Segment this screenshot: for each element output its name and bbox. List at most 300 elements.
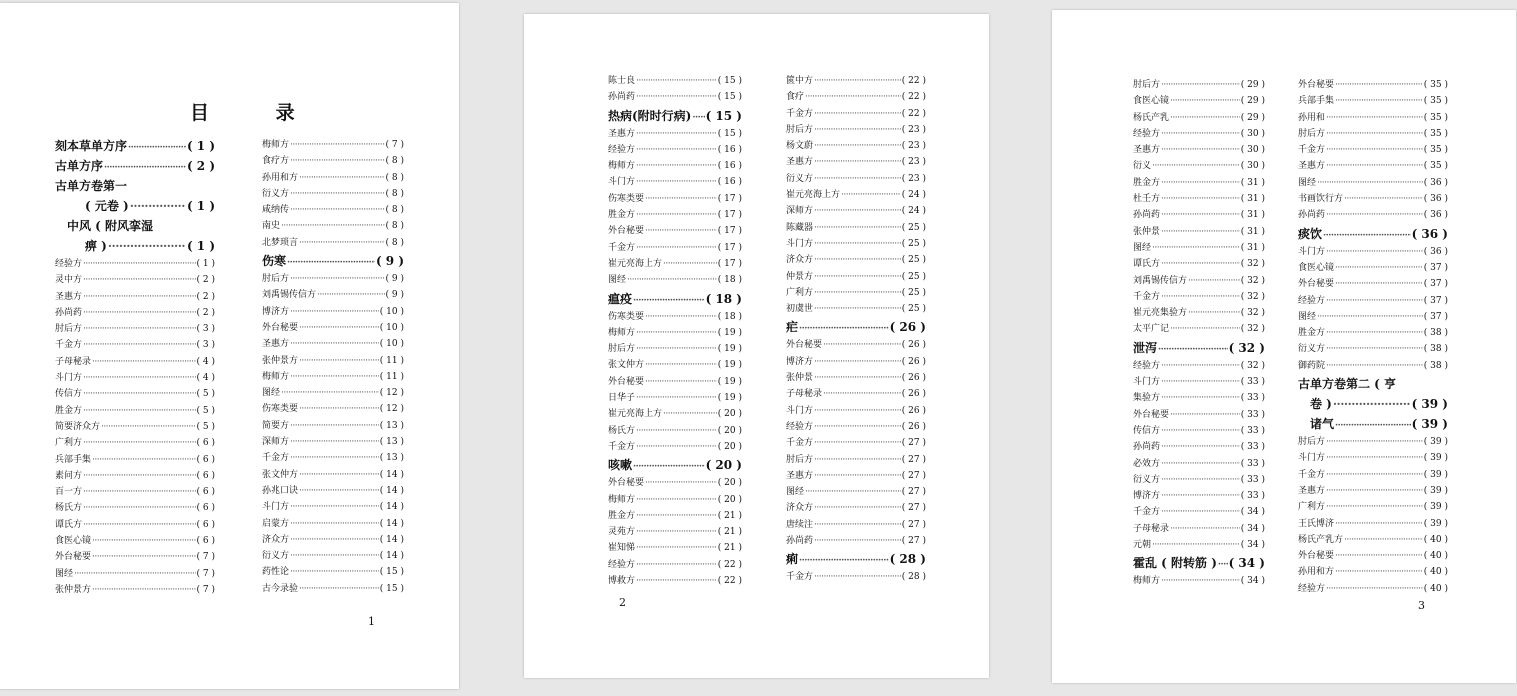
toc-entry-page: ( 5 ) (196, 389, 215, 400)
toc-entry-page: ( 6 ) (196, 536, 215, 547)
toc-entry (1133, 456, 1265, 472)
toc-entry-name: 衍义方 (262, 551, 290, 562)
toc-entry-name: 图经 (786, 487, 805, 498)
toc-entry (786, 73, 926, 89)
toc-entry (262, 401, 404, 417)
toc-entry (1133, 521, 1265, 537)
toc-entry-page: ( 7 ) (196, 552, 215, 563)
toc-entry (786, 452, 926, 468)
toc-entry-page: ( 28 ) (889, 552, 926, 567)
dot-leader (1218, 555, 1228, 573)
toc-entry-name: 孙尚药 (1133, 210, 1161, 221)
toc-entry-page: ( 27 ) (901, 503, 926, 514)
toc-entry-page: ( 34 ) (1240, 576, 1265, 587)
toc-entry-page: ( 17 ) (717, 258, 742, 269)
toc-entry-name: 北梦琐言 (262, 237, 299, 248)
toc-entry-name: 肘后方 (608, 344, 636, 355)
toc-entry-name: 太平广记 (1133, 324, 1170, 335)
toc-entry (786, 337, 926, 353)
toc-entry (786, 370, 926, 386)
toc-entry-page: ( 32 ) (1240, 275, 1265, 286)
toc-column (55, 136, 215, 598)
toc-entry-page: ( 24 ) (901, 190, 926, 201)
toc-entry-page: ( 14 ) (379, 502, 404, 513)
toc-entry-page: ( 31 ) (1240, 226, 1265, 237)
dot-leader (814, 533, 901, 549)
toc-entry-name: 传信方 (55, 389, 83, 400)
toc-entry (1133, 289, 1265, 305)
dot-leader (101, 419, 196, 435)
toc-entry (1298, 499, 1448, 515)
toc-entry-page: ( 17 ) (717, 226, 742, 237)
toc-entry-page: ( 37 ) (1423, 311, 1448, 322)
toc-entry (608, 73, 742, 89)
toc-entry-page: ( 4 ) (196, 373, 215, 384)
dot-leader (1170, 93, 1240, 109)
toc-entry (608, 174, 742, 190)
dot-leader (636, 524, 717, 540)
toc-entry-page: ( 25 ) (901, 222, 926, 233)
dot-leader (814, 569, 901, 585)
dot-leader (1161, 439, 1240, 455)
dot-leader (74, 566, 196, 582)
toc-entry-page: ( 29 ) (1240, 80, 1265, 90)
toc-entry (1298, 532, 1448, 548)
toc-entry (608, 439, 742, 455)
toc-entry (262, 287, 404, 303)
toc-entry (1133, 488, 1265, 504)
toc-entry (1133, 77, 1265, 93)
toc-entry-name: 千金方 (55, 340, 83, 351)
toc-entry-name: 杨氏产乳方 (1298, 534, 1344, 545)
toc-entry-page: ( 26 ) (901, 405, 926, 416)
toc-entry-name: 肘后方 (55, 324, 83, 335)
toc-entry-page: ( 7 ) (196, 568, 215, 579)
dot-leader (645, 223, 717, 239)
toc-entry-page: ( 40 ) (1423, 551, 1448, 562)
toc-entry-page: ( 22 ) (901, 108, 926, 119)
dot-leader (636, 325, 717, 341)
toc-entry (1298, 276, 1448, 292)
dot-leader (83, 435, 196, 451)
dot-leader (814, 106, 901, 122)
dot-leader (290, 499, 379, 515)
toc-entry-name: 张仲景方 (262, 355, 299, 366)
toc-entry-page: ( 3 ) (196, 324, 215, 335)
toc-entry-name: 千金方 (608, 441, 636, 452)
toc-entry (262, 467, 404, 483)
dot-leader (1326, 581, 1423, 597)
toc-entry-page: ( 32 ) (1228, 340, 1265, 355)
dot-leader (1161, 390, 1240, 406)
dot-leader (1161, 504, 1240, 520)
dot-leader (317, 287, 385, 303)
toc-entry (1133, 305, 1265, 321)
toc-entry-page: ( 6 ) (196, 470, 215, 481)
toc-entry (55, 403, 215, 419)
dot-leader (805, 89, 901, 105)
dot-leader (290, 137, 385, 153)
dot-leader (823, 337, 901, 353)
dot-leader (83, 500, 196, 516)
toc-entry (786, 419, 926, 435)
toc-entry (262, 499, 404, 515)
toc-entry-page: ( 32 ) (1240, 259, 1265, 270)
toc-entry-name: 圣惠方 (262, 339, 290, 350)
toc-entry-name: 圣惠方 (786, 470, 814, 481)
toc-entry-name: 斗门方 (262, 502, 290, 513)
dot-leader (1161, 126, 1240, 142)
toc-entry-name: 传信方 (1133, 425, 1161, 436)
toc-entry-page: ( 27 ) (901, 536, 926, 547)
toc-entry-page: ( 23 ) (901, 141, 926, 152)
toc-entry (1298, 260, 1448, 276)
toc-entry-name: 咸纳传 (262, 205, 290, 216)
toc-entry (786, 236, 926, 252)
toc-entry (608, 158, 742, 174)
toc-entry-page: ( 26 ) (901, 356, 926, 367)
toc-entry-page: ( 14 ) (379, 551, 404, 562)
toc-entry-page: ( 37 ) (1423, 262, 1448, 273)
toc-entry (786, 269, 926, 285)
dot-leader (636, 573, 717, 589)
toc-entry-page: ( 22 ) (717, 576, 742, 587)
dot-leader (814, 354, 901, 370)
toc-entry (786, 171, 926, 187)
toc-entry (786, 138, 926, 154)
toc-entry (55, 500, 215, 516)
dot-leader (1161, 224, 1240, 240)
toc-entry-page: ( 36 ) (1423, 177, 1448, 188)
toc-column (786, 73, 926, 586)
toc-entry (1298, 358, 1448, 374)
toc-entry-name: 杨氏产乳 (1133, 112, 1170, 123)
dot-leader (281, 218, 385, 234)
toc-entry-name: 外台秘要 (55, 552, 92, 563)
dot-leader (636, 89, 717, 105)
toc-entry-name: 衍义方 (786, 173, 814, 184)
dot-leader (83, 484, 196, 500)
toc-entry-page: ( 25 ) (901, 255, 926, 266)
toc-entry-name: 崔元亮海上方 (608, 258, 663, 269)
toc-entry-page: ( 2 ) (196, 275, 215, 286)
toc-entry-page: ( 39 ) (1423, 502, 1448, 513)
toc-heading (1298, 374, 1448, 394)
toc-entry-page: ( 36 ) (1423, 194, 1448, 205)
toc-title: 目 录 (190, 102, 325, 124)
toc-entry-name: 千金方 (786, 108, 814, 119)
toc-entry (1298, 158, 1448, 174)
toc-entry-page: ( 16 ) (717, 177, 742, 188)
toc-entry-page: ( 38 ) (1423, 328, 1448, 339)
toc-entry-page: ( 20 ) (717, 441, 742, 452)
dot-leader (290, 548, 379, 564)
toc-entry-name: 唐续注 (786, 519, 814, 530)
toc-entry-name: 广利方 (786, 287, 814, 298)
toc-entry-name: 御药院 (1298, 360, 1326, 371)
toc-entry-name: 斗门方 (608, 177, 636, 188)
toc-entry-page: ( 5 ) (196, 421, 215, 432)
toc-entry-name: 食医心镜 (1133, 96, 1170, 107)
toc-entry (786, 301, 926, 317)
toc-entry-page: ( 18 ) (717, 275, 742, 286)
toc-entry-page: ( 19 ) (717, 393, 742, 404)
toc-entry-page: ( 10 ) (379, 322, 404, 333)
dot-leader (1317, 175, 1423, 191)
toc-entry (608, 142, 742, 158)
toc-entry-page: ( 29 ) (1240, 112, 1265, 123)
dot-leader (1326, 142, 1423, 158)
toc-entry-name: 深师方 (786, 206, 814, 217)
dot-leader (128, 138, 186, 156)
toc-section (1298, 224, 1448, 244)
toc-entry-page: ( 13 ) (379, 437, 404, 448)
toc-entry-name: 书画饮行方 (1298, 194, 1344, 205)
dot-leader (1326, 499, 1423, 515)
toc-column (1133, 77, 1265, 590)
toc-entry-page: ( 6 ) (196, 438, 215, 449)
toc-entry-page: ( 19 ) (717, 360, 742, 371)
toc-entry (786, 252, 926, 268)
toc-entry (1298, 93, 1448, 109)
toc-entry (1133, 158, 1265, 174)
dot-leader (645, 374, 717, 390)
dot-leader (1161, 77, 1240, 93)
dot-leader (1161, 573, 1240, 589)
toc-entry (1133, 472, 1265, 488)
toc-entry-name: 千金方 (786, 438, 814, 449)
toc-entry-page: ( 27 ) (901, 519, 926, 530)
toc-entry (262, 434, 404, 450)
toc-entry-page: ( 1 ) (186, 239, 215, 253)
dot-leader (814, 236, 901, 252)
dot-leader (1335, 260, 1423, 276)
toc-entry-name: 子母秘录 (786, 389, 823, 400)
toc-entry-page: ( 13 ) (379, 420, 404, 431)
toc-entry (262, 353, 404, 369)
dot-leader (799, 319, 889, 337)
toc-entry-name: 梅师方 (608, 161, 636, 172)
dot-leader (633, 457, 705, 475)
toc-entry-page: ( 15 ) (717, 76, 742, 86)
toc-entry-page: ( 39 ) (1423, 437, 1448, 448)
toc-entry-name: 伤寒类要 (608, 311, 645, 322)
dot-leader (130, 196, 186, 216)
toc-entry-page: ( 8 ) (385, 221, 404, 232)
toc-entry (786, 468, 926, 484)
dot-leader (290, 450, 379, 466)
dot-leader (814, 500, 901, 516)
dot-leader (1188, 305, 1240, 321)
toc-entry-name: 广利方 (55, 438, 83, 449)
toc-entry (262, 581, 404, 597)
dot-leader (83, 403, 196, 419)
dot-leader (814, 269, 901, 285)
dot-leader (636, 439, 717, 455)
toc-entry-name: 伤寒 (262, 254, 287, 269)
toc-entry-page: ( 25 ) (901, 287, 926, 298)
dot-leader (1335, 77, 1423, 93)
dot-leader (814, 285, 901, 301)
toc-entry-name: 古单方卷第二 ( 亨 (1298, 377, 1397, 392)
dot-leader (814, 122, 901, 138)
toc-entry-name: 胜金方 (608, 510, 636, 521)
toc-entry-name: 陈藏器 (786, 222, 814, 233)
toc-entry (786, 220, 926, 236)
toc-entry (262, 483, 404, 499)
toc-entry-page: ( 8 ) (385, 188, 404, 199)
dot-leader (1335, 548, 1423, 564)
page-number: 1 (368, 615, 375, 628)
toc-entry-page: ( 19 ) (717, 376, 742, 387)
toc-entry-name: 济众方 (786, 503, 814, 514)
toc-entry-page: ( 9 ) (385, 274, 404, 285)
toc-entry-name: 斗门方 (786, 405, 814, 416)
toc-entry-page: ( 39 ) (1423, 485, 1448, 496)
toc-entry (1298, 244, 1448, 260)
toc-entry (1133, 93, 1265, 109)
toc-entry-page: ( 31 ) (1240, 177, 1265, 188)
dot-leader (814, 154, 901, 170)
toc-entry-name: 斗门方 (786, 238, 814, 249)
dot-leader (636, 423, 717, 439)
dot-leader (290, 336, 379, 352)
toc-entry (786, 500, 926, 516)
toc-entry-name: 孙用和方 (1298, 567, 1335, 578)
toc-entry-name: 外台秘要 (1133, 409, 1170, 420)
toc-entry (786, 533, 926, 549)
toc-section (608, 455, 742, 475)
toc-entry-name: 经验方 (608, 559, 636, 570)
toc-entry (55, 272, 215, 288)
toc-entry-name: 张文仲方 (262, 469, 299, 480)
toc-entry-name: 肘后方 (786, 454, 814, 465)
dot-leader (1161, 374, 1240, 390)
dot-leader (814, 203, 901, 219)
toc-entry-name: 梅师方 (608, 327, 636, 338)
toc-entry-name: 外台秘要 (608, 226, 645, 237)
toc-entry-page: ( 13 ) (379, 453, 404, 464)
toc-entry-page: ( 3 ) (196, 340, 215, 351)
document-page-3 (1052, 10, 1516, 683)
dot-leader (636, 492, 717, 508)
toc-entry-page: ( 2 ) (186, 159, 215, 173)
dot-leader (1326, 483, 1423, 499)
toc-entry-page: ( 25 ) (901, 238, 926, 249)
toc-entry-name: 胜金方 (1298, 328, 1326, 339)
toc-entry (608, 524, 742, 540)
dot-leader (823, 386, 901, 402)
dot-leader (299, 320, 379, 336)
toc-entry-page: ( 14 ) (379, 534, 404, 545)
toc-entry (262, 235, 404, 251)
toc-entry (1133, 126, 1265, 142)
dot-leader (83, 468, 196, 484)
toc-entry-page: ( 37 ) (1423, 279, 1448, 290)
toc-entry-name: 集验方 (1133, 393, 1161, 404)
toc-entry (786, 89, 926, 105)
toc-entry (608, 240, 742, 256)
toc-entry-page: ( 23 ) (901, 157, 926, 168)
dot-leader (1326, 244, 1423, 260)
toc-entry (262, 218, 404, 234)
dot-leader (1161, 456, 1240, 472)
toc-entry-name: 深师方 (262, 437, 290, 448)
toc-entry-page: ( 16 ) (717, 161, 742, 172)
toc-section (1133, 553, 1265, 573)
toc-entry (1133, 504, 1265, 520)
dot-leader (1161, 472, 1240, 488)
toc-entry-page: ( 15 ) (379, 567, 404, 578)
toc-entry (786, 122, 926, 138)
toc-entry-name: 圣惠方 (608, 128, 636, 139)
toc-entry-page: ( 40 ) (1423, 567, 1448, 578)
toc-entry-page: ( 17 ) (717, 193, 742, 204)
toc-entry-page: ( 40 ) (1423, 534, 1448, 545)
dot-leader (633, 291, 705, 309)
toc-entry-name: 圣惠方 (55, 291, 83, 302)
toc-entry (786, 187, 926, 203)
toc-entry (262, 320, 404, 336)
toc-entry-name: 张仲景 (786, 373, 814, 384)
toc-entry-name: 孙尚药 (608, 92, 636, 103)
toc-entry (1133, 224, 1265, 240)
toc-section (786, 317, 926, 337)
toc-entry-page: ( 36 ) (1423, 210, 1448, 221)
toc-entry-name: 素问方 (55, 470, 83, 481)
dot-leader (645, 475, 717, 491)
toc-entry-page: ( 26 ) (901, 421, 926, 432)
toc-entry (262, 336, 404, 352)
toc-entry-name: 千金方 (1298, 469, 1326, 480)
dot-leader (636, 341, 717, 357)
dot-leader (83, 272, 196, 288)
toc-entry-name: 食疗 (786, 92, 805, 103)
toc-entry-page: ( 18 ) (717, 311, 742, 322)
toc-entry (608, 374, 742, 390)
toc-entry-page: ( 27 ) (901, 487, 926, 498)
toc-entry (608, 557, 742, 573)
toc-entry (608, 207, 742, 223)
dot-leader (290, 202, 385, 218)
toc-entry (262, 564, 404, 580)
toc-entry-page: ( 2 ) (196, 291, 215, 302)
toc-entry (1298, 126, 1448, 142)
dot-leader (636, 540, 717, 556)
dot-leader (1152, 158, 1240, 174)
toc-entry-page: ( 15 ) (717, 92, 742, 103)
toc-entry (608, 357, 742, 373)
toc-entry-name: 斗门方 (1298, 453, 1326, 464)
toc-entry-name: 外台秘要 (1298, 551, 1335, 562)
toc-entry-page: ( 8 ) (385, 172, 404, 183)
toc-entry-name: 外台秘要 (1298, 279, 1335, 290)
toc-entry-name: 咳嗽 (608, 458, 633, 473)
dot-leader (636, 142, 717, 158)
toc-entry-name: 外台秘要 (786, 340, 823, 351)
toc-entry-name: 简要济众方 (55, 421, 101, 432)
toc-entry (1298, 293, 1448, 309)
dot-leader (290, 564, 379, 580)
toc-entry (608, 423, 742, 439)
toc-entry (55, 468, 215, 484)
toc-entry-name: 千金方 (1133, 291, 1161, 302)
dot-leader (1326, 293, 1423, 309)
toc-entry (55, 370, 215, 386)
toc-entry-name: 灵中方 (55, 275, 83, 286)
toc-entry (1133, 256, 1265, 272)
dot-leader (299, 467, 379, 483)
